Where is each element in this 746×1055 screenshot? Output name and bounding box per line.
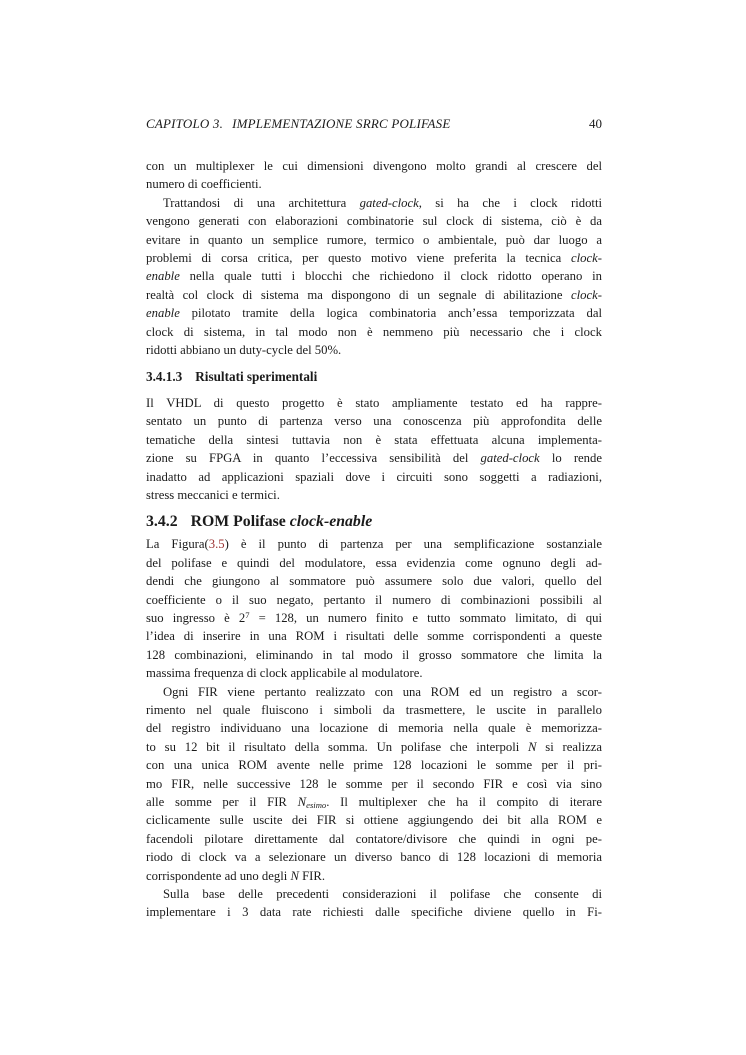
text-span: alle somme per il FIR — [146, 795, 298, 809]
text-line — [146, 449, 602, 467]
text-line — [146, 341, 602, 359]
text-line — [146, 903, 602, 921]
text-span: 3.4.2 — [146, 513, 178, 531]
text-span: . Il multiplexer che ha il compito di iterare — [326, 795, 602, 809]
chapter-label: CAPITOLO 3. — [146, 116, 224, 131]
text-span: to su 12 bit il risultato della somma. Un polifase che interpoli — [146, 739, 529, 754]
text-line — [146, 431, 602, 449]
text-line — [146, 885, 602, 903]
text-line — [146, 194, 602, 212]
text-span: suo ingresso è 2 — [146, 610, 246, 625]
text-line — [146, 468, 602, 486]
text-span: del polifase e quindi del modulatore, essa evidenzia come ognuno degli ad- — [146, 555, 602, 570]
text-span: N — [528, 739, 537, 754]
text-line — [146, 830, 602, 848]
text-span: inadatto ad applicazioni spaziali dove i circuiti sono soggetti a radiazioni, — [146, 469, 602, 484]
text-span: ) è il punto di partenza per una semplificazione sostanziale — [224, 537, 603, 552]
text-span: zione su FPGA in quanto l’eccessiva sensibilità del — [146, 451, 481, 466]
text-span: sentato un punto di partenza verso una conoscenza più approfondita delle — [146, 414, 602, 429]
text-line — [146, 867, 602, 885]
text-span: corrispondente ad uno degli — [146, 868, 291, 883]
text-span: l’idea di inserire in una ROM i risultati delle somme corrispondenti a queste — [146, 629, 602, 644]
text-span: stress meccanici e termici. — [146, 487, 280, 502]
text-span: Risultati sperimentali — [195, 369, 318, 385]
text-line — [146, 231, 602, 249]
text-span: 7 — [245, 610, 250, 621]
text-span: pilotato tramite della logica combinatoria anch’essa temporizzata dal — [179, 306, 602, 321]
text-line — [146, 535, 602, 553]
text-span: numero di coefficienti. — [146, 177, 262, 192]
text-line — [146, 683, 602, 701]
text-span: Trattandosi di una architettura — [163, 195, 360, 210]
text-span: realtà col clock di sistema ma dispongono di un segnale di abilitazione — [146, 287, 571, 302]
text-line — [146, 572, 602, 590]
text-line — [146, 591, 602, 609]
paragraph-continuation — [146, 157, 602, 194]
text-span: implementare i 3 data rate richiesti dalle specifiche diviene quello in Fi- — [146, 905, 602, 920]
running-header — [146, 116, 602, 132]
text-line — [146, 157, 602, 175]
text-line — [146, 646, 602, 664]
text-span: dendi che giungono al sommatore può assumere solo due valori, quello del — [146, 574, 602, 589]
text-line — [146, 267, 602, 285]
page-number: 40 — [589, 116, 602, 131]
text-line — [146, 719, 602, 737]
text-span: ciclicamente sulle uscite dei FIR si ottiene aggiungendo dei bit alla ROM e — [146, 813, 602, 828]
text-span: N — [297, 795, 307, 809]
text-line — [146, 793, 602, 811]
paragraph-gated-clock — [146, 194, 602, 360]
text-span: enable — [146, 306, 180, 321]
text-span: nella quale tutti i blocchi che richiedono il clock ridotto operano in — [179, 269, 602, 284]
text-span: La Figura( — [146, 537, 209, 552]
text-span: clock- — [571, 251, 602, 266]
text-span: , si ha che i clock ridotti — [418, 195, 602, 210]
text-span: con una unica ROM avente nelle prime 128 locazioni le somme per il pri- — [146, 758, 602, 773]
subsubsection-heading — [146, 368, 602, 386]
text-line — [146, 323, 602, 341]
text-line — [146, 249, 602, 267]
text-span: = 128, un numero finito e tutto sommato limitato, di qui — [249, 610, 602, 625]
text-span: coefficiente o il suo negato, pertanto il numero di combinazioni possibili al — [146, 592, 602, 607]
text-span: facendoli pilotare direttamente dal contatore/divisore che quindi in ogni pe- — [146, 831, 602, 846]
chapter-running-title — [146, 116, 450, 132]
text-span: clock- — [571, 287, 602, 302]
text-span: clock-enable — [289, 513, 373, 531]
text-line — [146, 394, 602, 412]
text-span: si realizza — [536, 739, 602, 754]
text-span: esimo — [306, 800, 327, 811]
text-span: enable — [146, 269, 180, 284]
chapter-title: IMPLEMENTAZIONE SRRC POLIFASE — [232, 116, 451, 131]
text-line — [146, 175, 602, 193]
text-block — [146, 157, 602, 922]
text-span: mo FIR, nelle successive 128 le somme per il secondo FIR e così via sino — [146, 776, 602, 791]
text-span: N — [290, 868, 299, 883]
subsection-heading — [146, 512, 602, 532]
text-line — [146, 368, 602, 386]
text-line — [146, 512, 602, 532]
text-span: ROM Polifase — [190, 513, 290, 531]
text-span: gated-clock — [359, 195, 419, 210]
text-line — [146, 811, 602, 829]
text-line — [146, 848, 602, 866]
text-span: 3.4.1.3 — [146, 369, 183, 385]
text-span: con un multiplexer le cui dimensioni divengono molto grandi al crescere del — [146, 159, 602, 173]
paragraph-ogni-fir — [146, 683, 602, 885]
text-line — [146, 304, 602, 322]
figure-reference-link[interactable]: 3.5 — [208, 537, 225, 552]
text-span: Sulla base delle precedenti considerazioni il polifase che consente di — [163, 887, 602, 902]
text-line — [146, 775, 602, 793]
text-line — [146, 738, 602, 756]
paragraph-sulla-base — [146, 885, 602, 922]
text-line — [146, 286, 602, 304]
text-line — [146, 701, 602, 719]
text-span: ridotti abbiano un duty-cycle del 50%. — [146, 343, 342, 358]
text-line — [146, 486, 602, 504]
text-span: tematiche della sintesi tuttavia non è stata effettuata alcuna implementa- — [146, 432, 602, 447]
text-line — [146, 554, 602, 572]
text-line — [146, 412, 602, 430]
text-span: lo rende — [539, 451, 603, 466]
text-span: gated-clock — [480, 451, 540, 466]
text-line — [146, 609, 602, 627]
text-line — [146, 212, 602, 230]
text-span: problemi di corsa critica, per questo motivo viene preferita la tecnica — [146, 251, 571, 266]
text-line — [146, 664, 602, 682]
text-span: Ogni FIR viene pertanto realizzato con una ROM ed un registro a scor- — [163, 684, 602, 699]
text-span: FIR. — [298, 868, 326, 883]
paragraph-rom-polifase — [146, 535, 602, 682]
text-span: del registro individuano una locazione di memoria nella quale è memorizza- — [146, 721, 602, 736]
text-line — [146, 627, 602, 645]
text-span: clock di sistema, in tal modo non è nemmeno più necessario che i clock — [146, 324, 602, 339]
text-span: rimento nel quale fluiscono i simboli da trasmettere, le uscite in parallelo — [146, 702, 602, 717]
text-span: evitare in quanto un semplice rumore, termico o ambientale, può dar luogo a — [146, 232, 602, 247]
text-span: riodo di clock va a selezionare un diverso banco di 128 locazioni di memoria — [146, 850, 602, 865]
paragraph-risultati — [146, 394, 602, 504]
text-line — [146, 756, 602, 774]
text-span: massima frequenza di clock applicabile al modulatore. — [146, 666, 423, 681]
text-span: vengono generati con elaborazioni combinatorie sul clock di sistema, ciò è da — [146, 214, 602, 229]
text-span: 128 combinazioni, eliminando in tal modo il grosso sommatore che limita la — [146, 647, 602, 662]
text-span: Il VHDL di questo progetto è stato ampliamente testato ed ha rappre- — [146, 395, 602, 410]
